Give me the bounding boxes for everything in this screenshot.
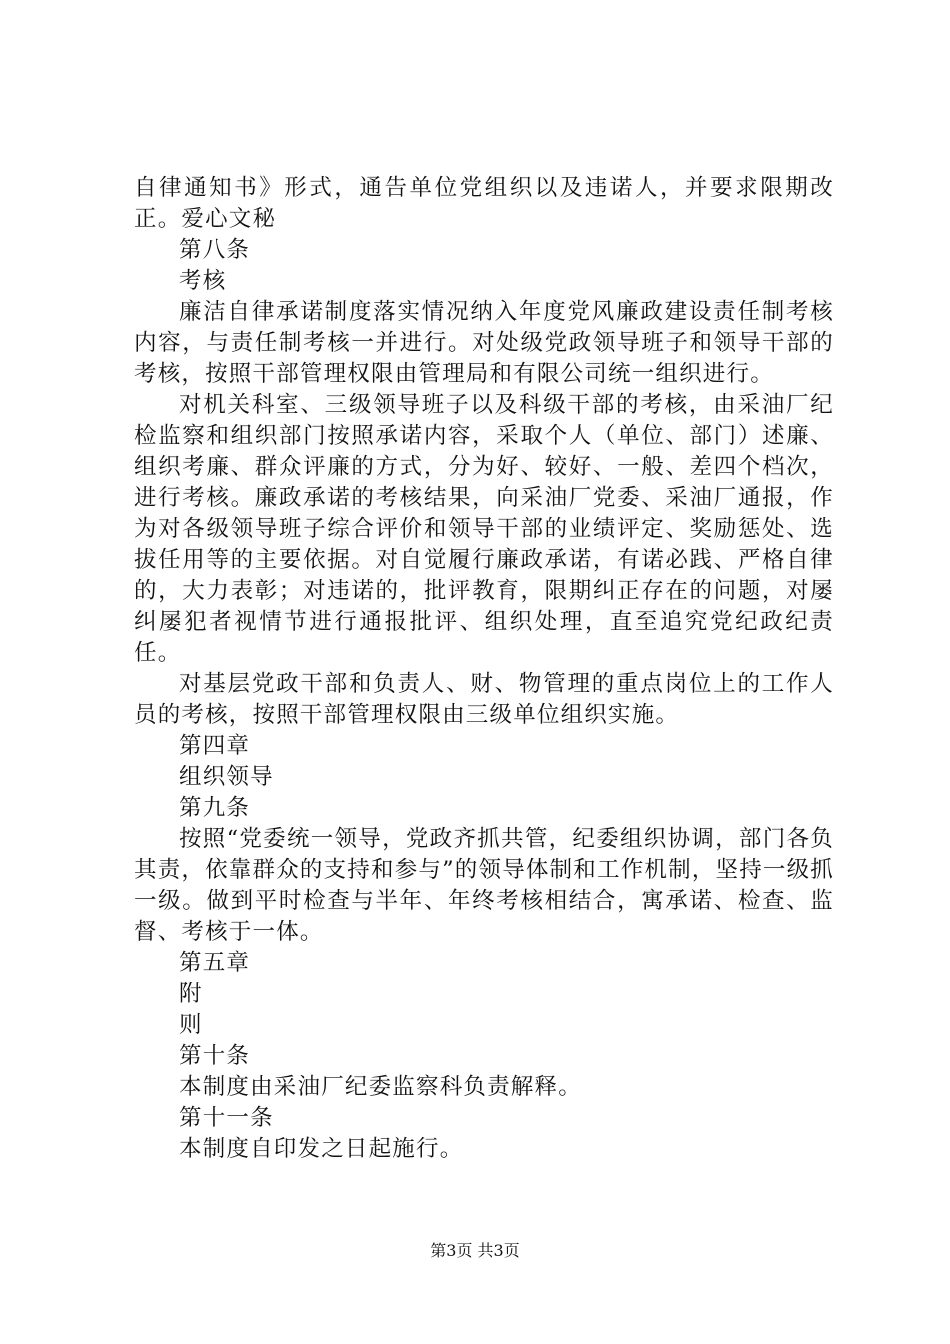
- chapter-title: 组织领导: [179, 764, 274, 790]
- paragraph: 本制度自印发之日起施行。: [179, 1136, 464, 1162]
- paragraph: 对机关科室、三级领导班子以及科级干部的考核，由采油厂纪检监察和组织部门按照承诺内容，采取个人（单位、部门）述廉、组织考廉、群众评廉的方式，分为好、较好、一般、差四个档次，进行考核。廉政承诺的考核结果，向采油厂党委、采油厂通报，作为对各级领导班子综合评价和领导干部的业绩评定、奖励惩处、选拔任用等的主要依据。对自觉履行廉政承诺，有诺必践、严格自律的，大力表彰；对违诺的，批评教育，限期纠正存在的问题，对屡纠屡犯者视情节进行通报批评、组织处理，直至追究党纪政纪责任。: [134, 392, 834, 666]
- paragraph: 本制度由采油厂纪委监察科负责解释。: [179, 1074, 582, 1100]
- chapter-title: 附: [179, 981, 203, 1007]
- page-number-footer: 第3页 共3页: [430, 1241, 520, 1260]
- chapter-title: 则: [179, 1012, 203, 1038]
- document-body: [134, 173, 834, 1165]
- article-heading: 第九条: [179, 795, 251, 821]
- chapter-heading: 第四章: [179, 733, 251, 759]
- paragraph: 对基层党政干部和负责人、财、物管理的重点岗位上的工作人员的考核，按照干部管理权限由三级单位组织实施。: [134, 671, 834, 728]
- article-heading: 第十条: [179, 1043, 251, 1069]
- article-heading: 第八条: [179, 237, 251, 263]
- paragraph: 按照“党委统一领导，党政齐抓共管，纪委组织协调，部门各负其责，依靠群众的支持和参与”的领导体制和工作机制，坚持一级抓一级。做到平时检查与半年、年终考核相结合，寓承诺、检查、监督、考核于一体。: [134, 826, 835, 945]
- chapter-heading: 第五章: [179, 950, 251, 976]
- article-title: 考核: [179, 268, 227, 294]
- paragraph: 廉洁自律承诺制度落实情况纳入年度党风廉政建设责任制考核内容，与责任制考核一并进行。对处级党政领导班子和领导干部的考核，按照干部管理权限由管理局和有限公司统一组织进行。: [134, 299, 834, 387]
- paragraph: 自律通知书》形式，通告单位党组织以及违诺人，并要求限期改正。爱心文秘: [134, 175, 834, 232]
- article-heading: 第十一条: [179, 1105, 274, 1131]
